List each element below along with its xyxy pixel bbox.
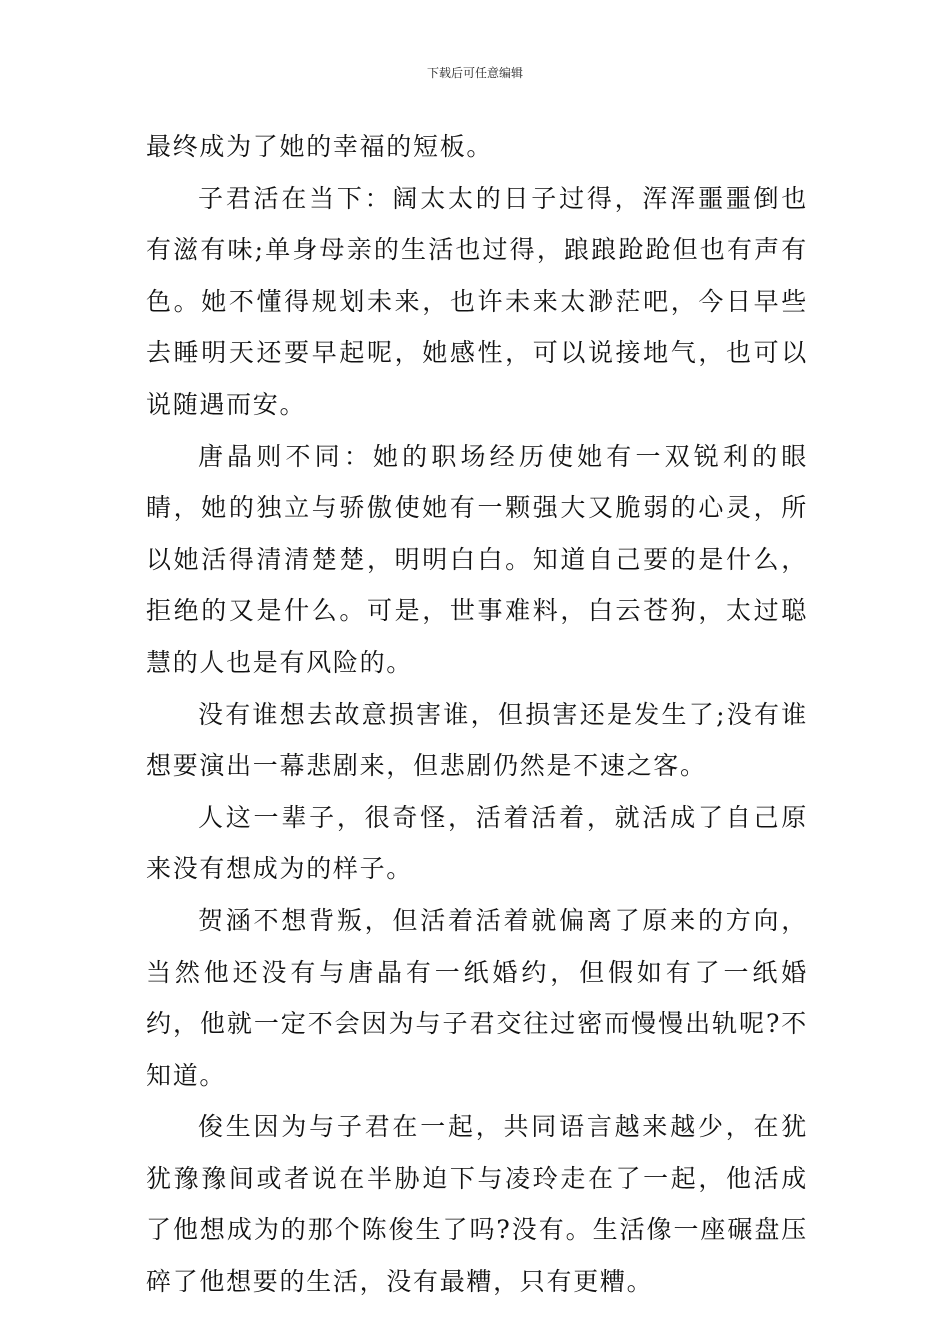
paragraph-life: 人这一辈子，很奇怪，活着活着，就活成了自己原来没有想成为的样子。 [146,802,808,884]
document-body [146,121,808,1308]
paragraph-tangjing: 唐晶则不同：她的职场经历使她有一双锐利的眼睛，她的独立与骄傲使她有一颗强大又脆弱的心灵，所以她活得清清楚楚，明明白白。知道自己要的是什么，拒绝的又是什么。可是，世事难料，白云苍狗，太过聪慧的人也是有风险的。 [146,441,808,677]
paragraph-junsheng: 俊生因为与子君在一起，共同语言越来越少，在犹犹豫豫间或者说在半胁迫下与凌玲走在了一起，他活成了他想成为的那个陈俊生了吗?没有。生活像一座碾盘压碎了他想要的生活，没有最糟，只有更糟。 [146,1112,808,1297]
paragraph-zijun: 子君活在当下：阔太太的日子过得，浑浑噩噩倒也有滋有味;单身母亲的生活也过得，踉踉跄跄但也有声有色。她不懂得规划未来，也许未来太渺茫吧，今日早些去睡明天还要早起呢，她感性，可以说接地气，也可以说随遇而安。 [146,183,808,419]
paragraph-continuation: 最终成为了她的幸福的短板。 [146,132,494,161]
paragraph-hehan: 贺涵不想背叛，但活着活着就偏离了原来的方向，当然他还没有与唐晶有一纸婚约，但假如有了一纸婚约，他就一定不会因为与子君交往过密而慢慢出轨呢?不知道。 [146,905,808,1090]
page-header-note: 下载后可任意编辑 [426,66,523,80]
paragraph-harm: 没有谁想去故意损害谁，但损害还是发生了;没有谁想要演出一幕悲剧来，但悲剧仍然是不速之客。 [146,699,808,781]
